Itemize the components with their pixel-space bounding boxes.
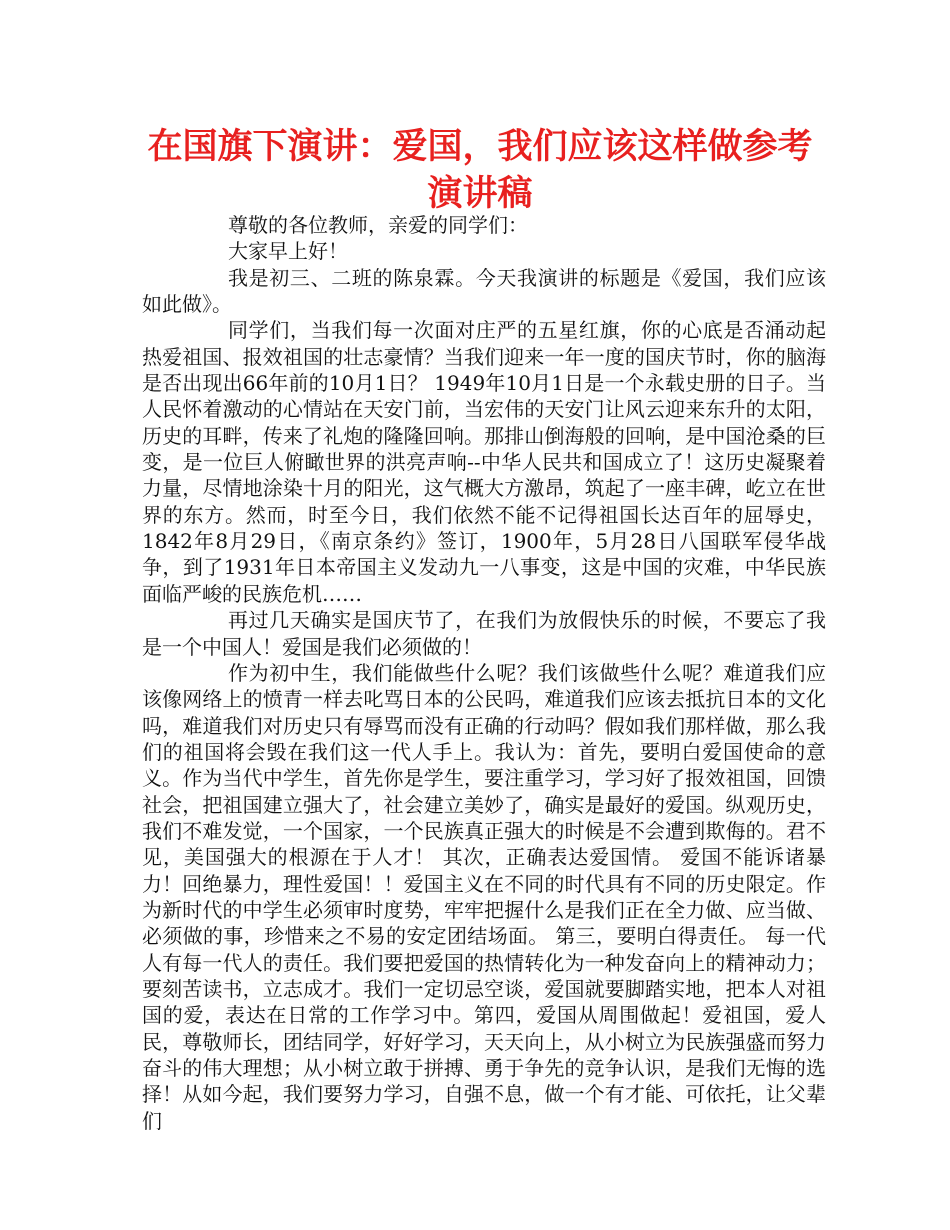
paragraph-greeting: 大家早上好！ xyxy=(228,239,348,264)
paragraph-salutation: 尊敬的各位教师，亲爱的同学们： xyxy=(228,213,528,237)
paragraph-what-to-do: 作为初中生，我们能做些什么呢？我们该做些什么呢？难道我们应该像网络上的愤青一样去叱骂日本的公民吗，难道我们应该去抵抗日本的文化吗，难道我们对历史只有辱骂而没有正确的行动吗？假如我们那样做，那么我们的祖国将会毁在我们这一代人手上。我认为：首先，要明白爱国使命的意义。作为当代中学生，首先你是学生，要注重学习，学习好了报效祖国，回馈社会，把祖国建立强大了，社会建立美妙了，确实是最好的爱国。纵观历史，我们不难发觉，一个国家，一个民族真正强大的时候是不会遭到欺侮的。君不见，美国强大的根源在于人才！ 其次，正确表达爱国情。 爱国不能诉诸暴力！回绝暴力，理性爱国！！爱国主义在不同的时代具有不同的历史限定。作为新时代的中学生必须审时度势，牢牢把握什么是我们正在全力做、应当做、必须做的事，珍惜来之不易的安定团结场面。 第三，要明白得责任。 每一代人有每一代人的责任。我们要把爱国的热情转化为一种发奋向上的精神动力；要刻苦读书，立志成才。我们一定切忌空谈，爱国就要脚踏实地，把本人对祖国的爱，表达在日常的工作学习中。第四，爱国从周围做起！爱祖国，爱人民，尊敬师长，团结同学，好好学习，天天向上，从小树立为民族强盛而努力奋斗的伟大理想；从小树立敢于拼搏、勇于争先的竞争认识，是我们无悔的选择！从如今起，我们要努力学习，自强不息，做一个有才能、可依托，让父辈们 xyxy=(142,660,826,1133)
paragraph-national-day: 再过几天确实是国庆节了，在我们为放假快乐的时候，不要忘了我是一个中国人！爱国是我们必须做的！ xyxy=(142,608,826,659)
document-body xyxy=(142,212,826,1134)
document-title: 在国旗下演讲：爱国，我们应该这样做参考演讲稿 xyxy=(147,127,813,214)
paragraph-history: 同学们，当我们每一次面对庄严的五星红旗，你的心底是否涌动起热爱祖国、报效祖国的壮志豪情？当我们迎来一年一度的国庆节时，你的脑海是否出现出66年前的10月1日？ 1949年10月1日是一个永载史册的日子。当人民怀着激动的心情站在天安门前，当宏伟的天安门让风云迎来东升的太阳，历史的耳畔，传来了礼炮的隆隆回响。那排山倒海般的回响，是中国沧桑的巨变，是一位巨人俯瞰世界的洪亮声响--中华人民共和国成立了！这历史凝聚着力量，尽情地涂染十月的阳光，这气概大方激昂，筑起了一座丰碑，屹立在世界的东方。然而，时至今日，我们依然不能不记得祖国长达百年的屈辱史，1842年8月29日，《南京条约》签订，1900年，5月28日八国联军侵华战争，到了1931年日本帝国主义发动九一八事变，这是中国的灾难，中华民族面临严峻的民族危机…… xyxy=(142,318,826,606)
paragraph-introduction: 我是初三、二班的陈泉霖。今天我演讲的标题是《爱国，我们应该如此做》。 xyxy=(142,265,826,317)
